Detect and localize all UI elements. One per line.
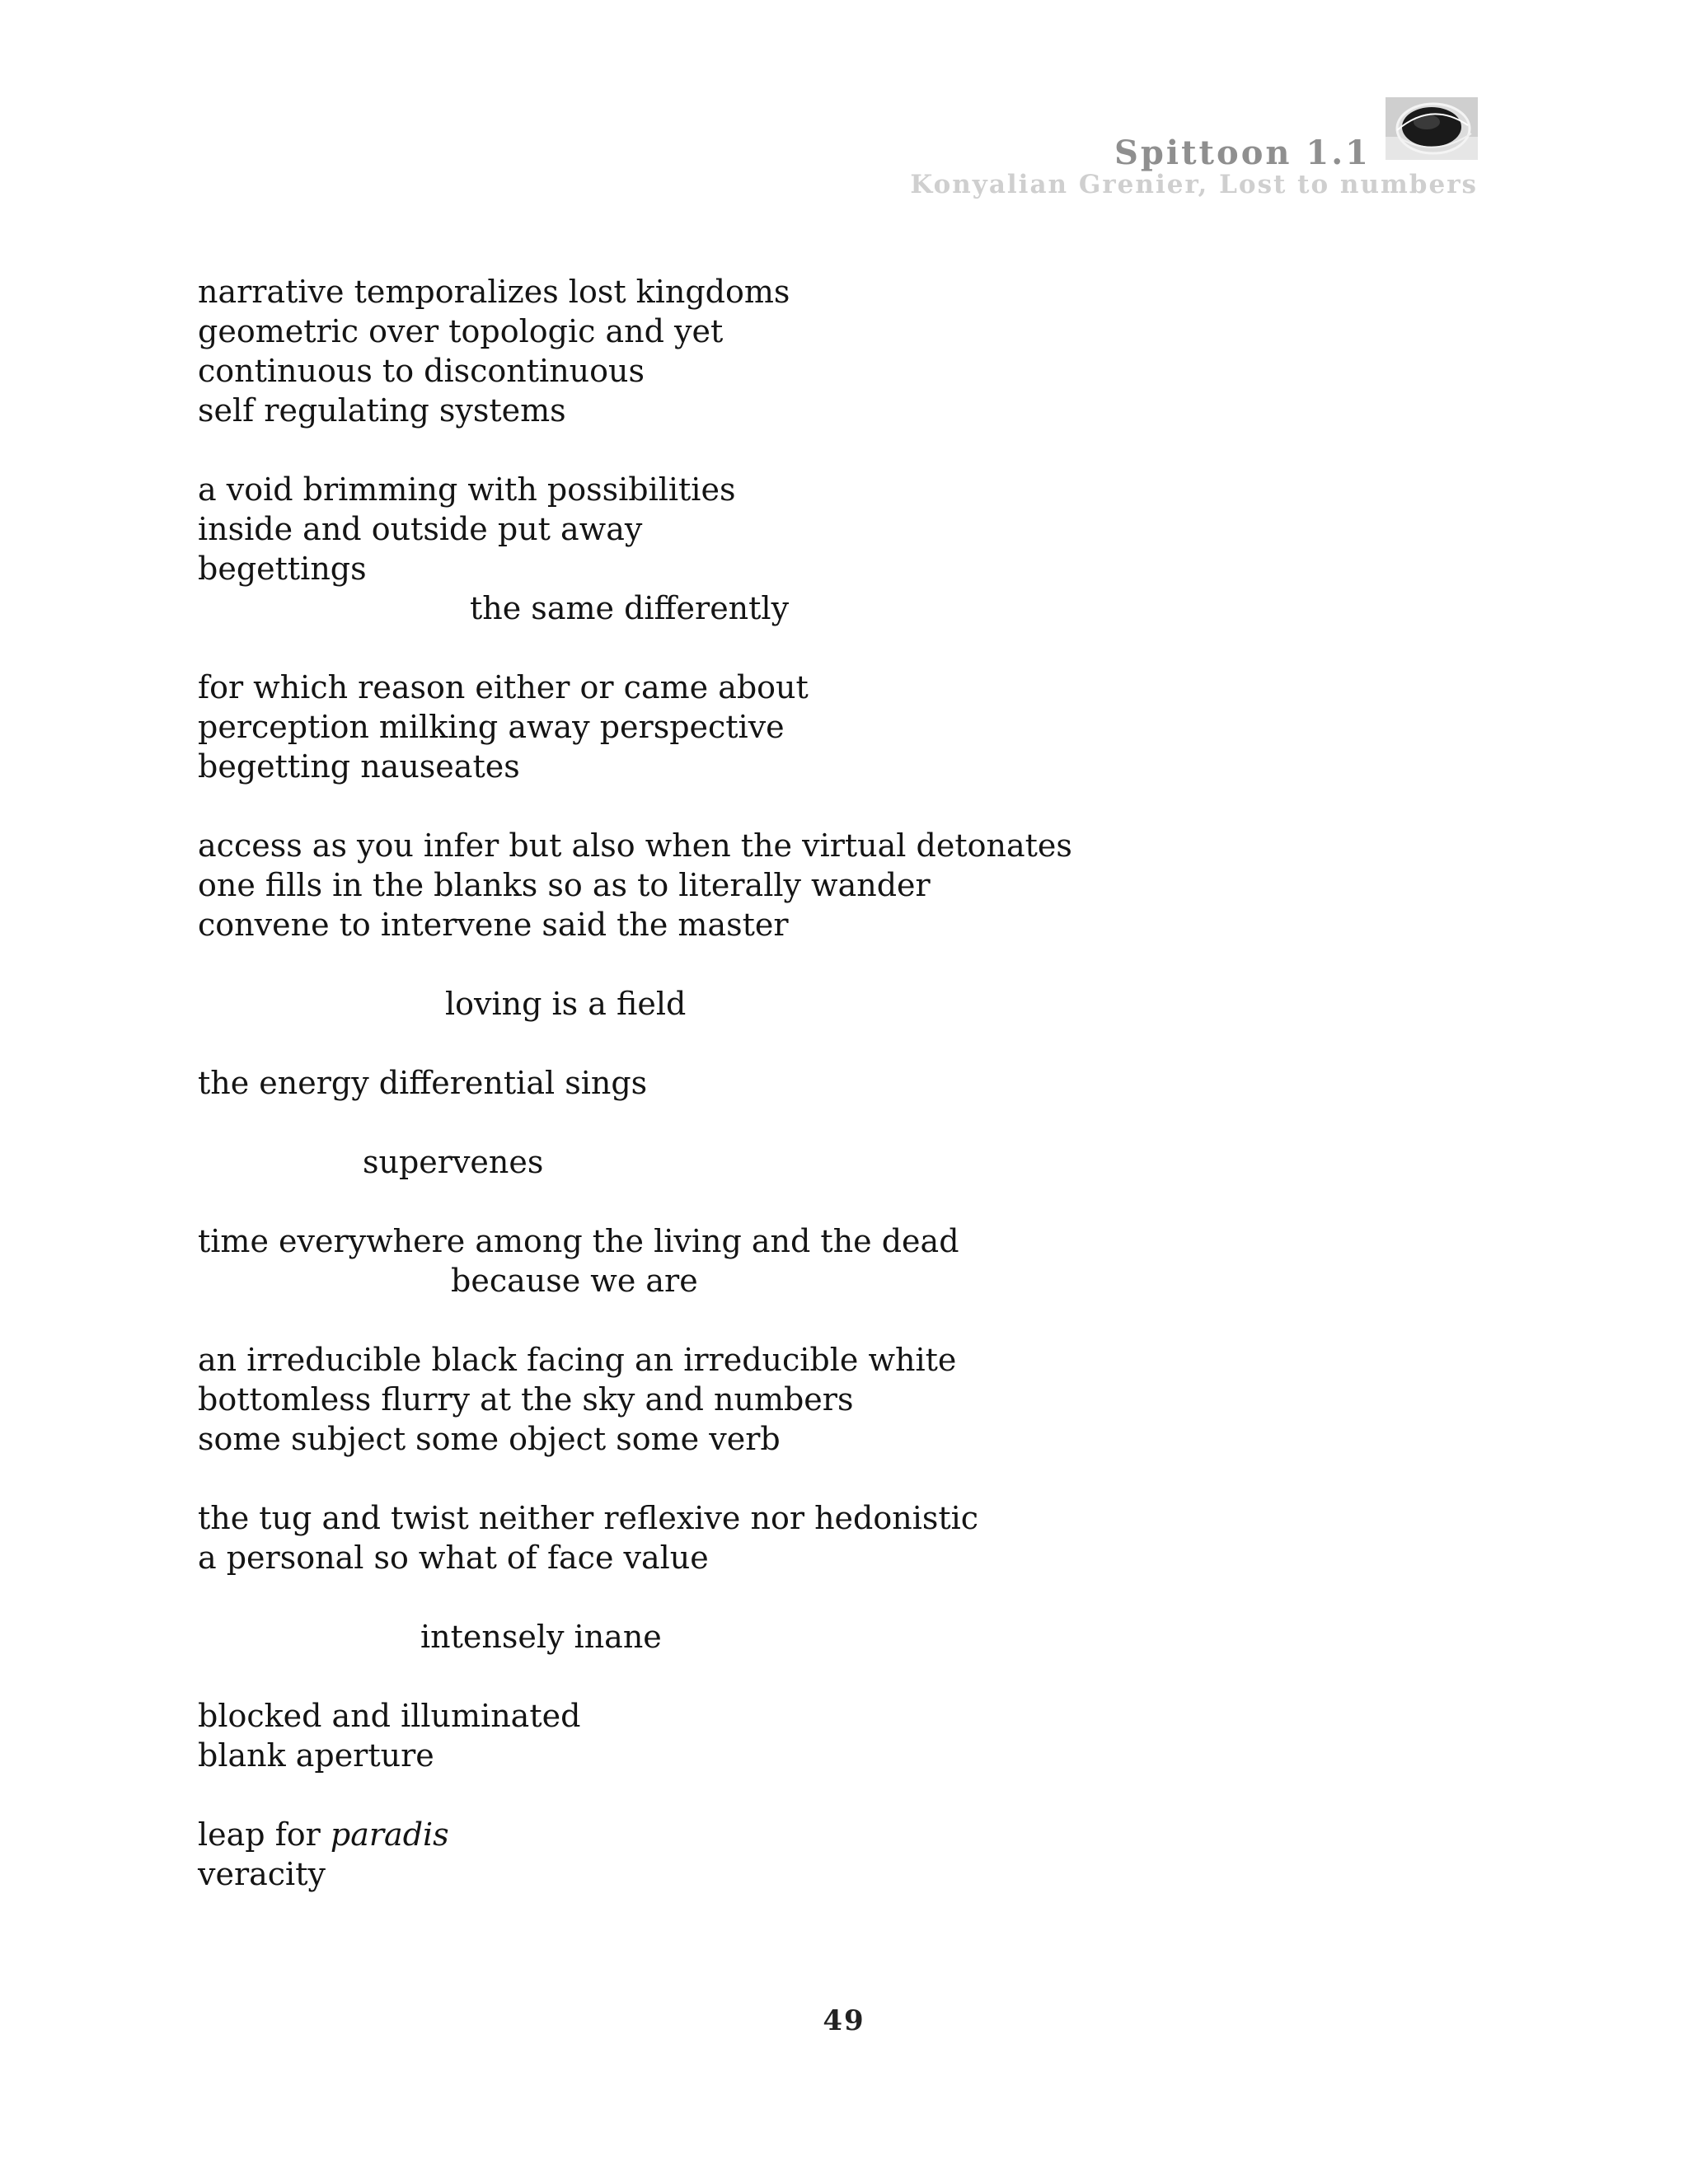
poem-line-text: leap for [198,1816,331,1853]
poem-line: narrative temporalizes lost kingdoms [198,274,790,310]
journal-title: Spittoon 1.1 [1114,134,1371,172]
poem-line: blocked and illuminated [198,1698,581,1734]
poem-line: inside and outside put away [198,511,643,547]
stanza-break [198,1024,1434,1063]
poem-line: one fills in the blanks so as to literally wander [198,867,931,903]
page-number: 49 [823,2004,865,2037]
poem-line: perception milking away perspective [198,709,785,745]
poem-line: bottomless flurry at the sky and numbers [198,1381,854,1418]
stanza-break [198,1577,1434,1617]
poem-line: a void brimming with possibilities [198,471,736,508]
stanza-break [198,1103,1434,1142]
poem-line: blank aperture [198,1737,434,1774]
stanza-break [198,786,1434,826]
stanza-break [198,628,1434,668]
poem-line-indented: because we are [451,1263,698,1299]
poem-body [198,272,1434,1894]
poem-line-italic: paradis [330,1816,449,1853]
article-byline: Konyalian Grenier, Lost to numbers [910,170,1478,199]
stanza-break [198,1775,1434,1815]
poem-line: continuous to discontinuous [198,353,645,389]
poem-line: time everywhere among the living and the dead [198,1223,959,1259]
poem-line-indented: intensely inane [420,1619,662,1655]
poem-line [198,1815,1434,1854]
poem-line: begettings [198,551,367,587]
stanza-break [198,1657,1434,1696]
poem-line: convene to intervene said the master [198,907,789,943]
stanza-break [198,430,1434,470]
poem-line: for which reason either or came about [198,669,809,705]
poem-line: an irreducible black facing an irreducible white [198,1342,957,1378]
poem-line: geometric over topologic and yet [198,313,724,349]
poem-line-indented: loving is a field [445,986,687,1022]
poem-line-indented: supervenes [363,1144,544,1180]
poem-line: begetting nauseates [198,748,520,785]
spittoon-logo-icon [1386,97,1478,160]
poem-line: self regulating systems [198,392,566,429]
poem-line: some subject some object some verb [198,1421,781,1457]
poem-line: a personal so what of face value [198,1540,709,1576]
poem-line: the energy differential sings [198,1065,648,1101]
stanza-break [198,1182,1434,1221]
stanza-break [198,1301,1434,1340]
stanza-break [198,1459,1434,1498]
stanza-break [198,944,1434,984]
poem-line: veracity [198,1856,326,1892]
poem-line: access as you infer but also when the virtual detonates [198,827,1072,864]
poem-line-indented: the same differently [470,590,790,626]
poem-line: the tug and twist neither reflexive nor hedonistic [198,1500,979,1536]
